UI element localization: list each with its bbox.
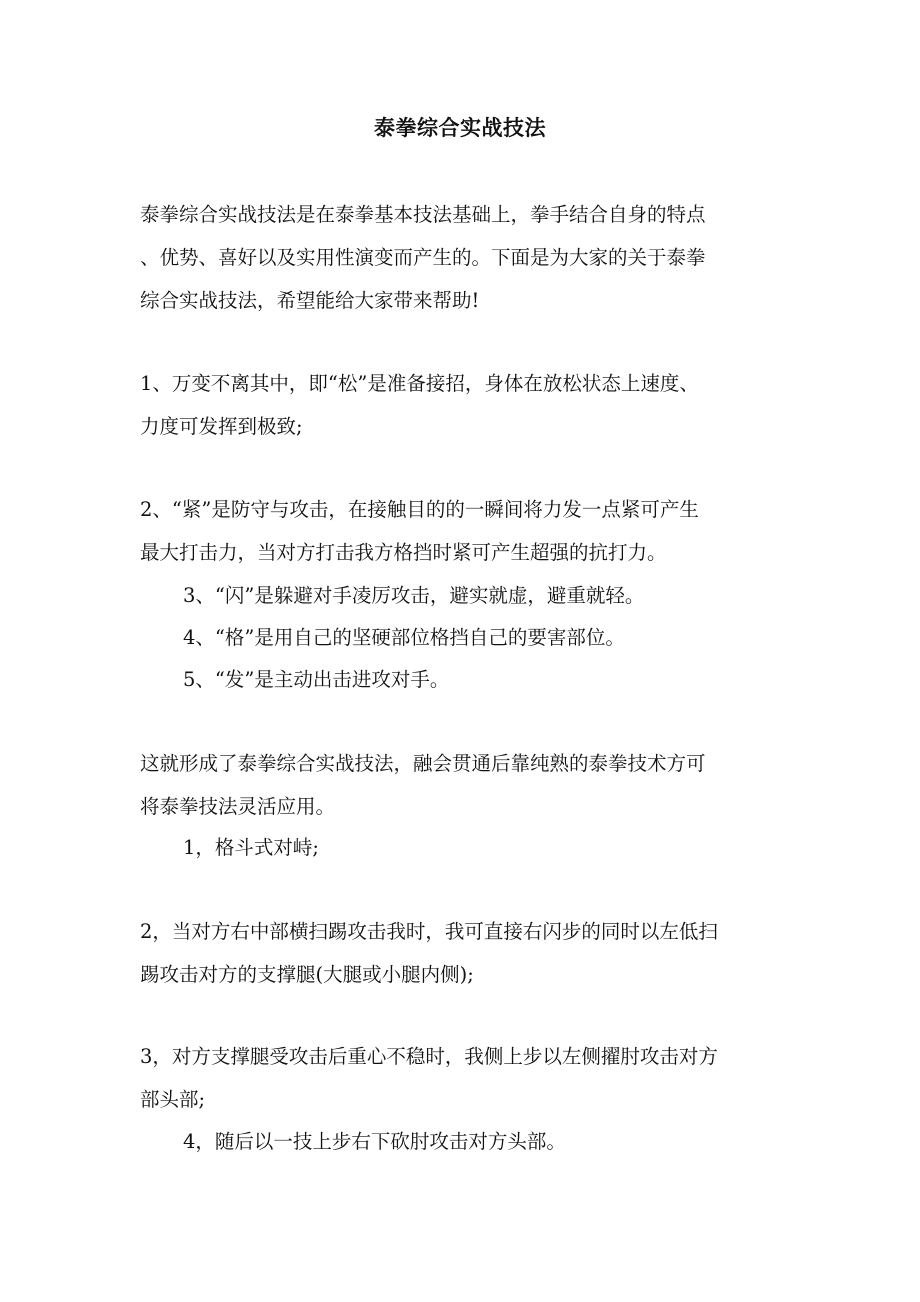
step-1-paragraph: 1，格斗式对峙; — [183, 836, 319, 859]
step-2-paragraph: 2，当对方右中部横扫踢攻击我时，我可直接右闪步的同时以左低扫 踢攻击对方的支撑腿(大腿或小腿内侧); — [140, 920, 718, 986]
point-4-paragraph: 4、“格”是用自己的坚硬部位格挡自己的要害部位。 — [183, 626, 625, 649]
step-4-paragraph: 4，随后以一技上步右下砍肘攻击对方头部。 — [183, 1130, 566, 1153]
point-1-paragraph: 1、万变不离其中，即“松”是准备接招，身体在放松状态上速度、 力度可发挥到极致; — [140, 372, 699, 438]
intro-paragraph: 泰拳综合实战技法是在泰拳基本技法基础上，拳手结合自身的特点 、优势、喜好以及实用性演变而产生的。下面是为大家的关于泰拳 综合实战技法，希望能给大家带来帮助! — [140, 203, 706, 312]
document-title: 泰拳综合实战技法 — [374, 115, 546, 140]
step-3-paragraph: 3，对方支撑腿受攻击后重心不稳时，我侧上步以左侧擢肘攻击对方 部头部; — [140, 1045, 718, 1111]
summary-paragraph: 这就形成了泰拳综合实战技法，融会贯通后靠纯熟的泰拳技术方可 将泰拳技法灵活应用。 — [140, 752, 706, 818]
point-5-paragraph: 5、“发”是主动出击进攻对手。 — [183, 668, 450, 691]
point-3-paragraph: 3、“闪”是躲避对手凌厉攻击，避实就虚，避重就轻。 — [183, 584, 645, 607]
point-2-paragraph: 2、“紧”是防守与攻击，在接触目的的一瞬间将力发一点紧可产生 最大打击力，当对方打击我方格挡时紧可产生超强的抗打力。 — [140, 498, 699, 564]
